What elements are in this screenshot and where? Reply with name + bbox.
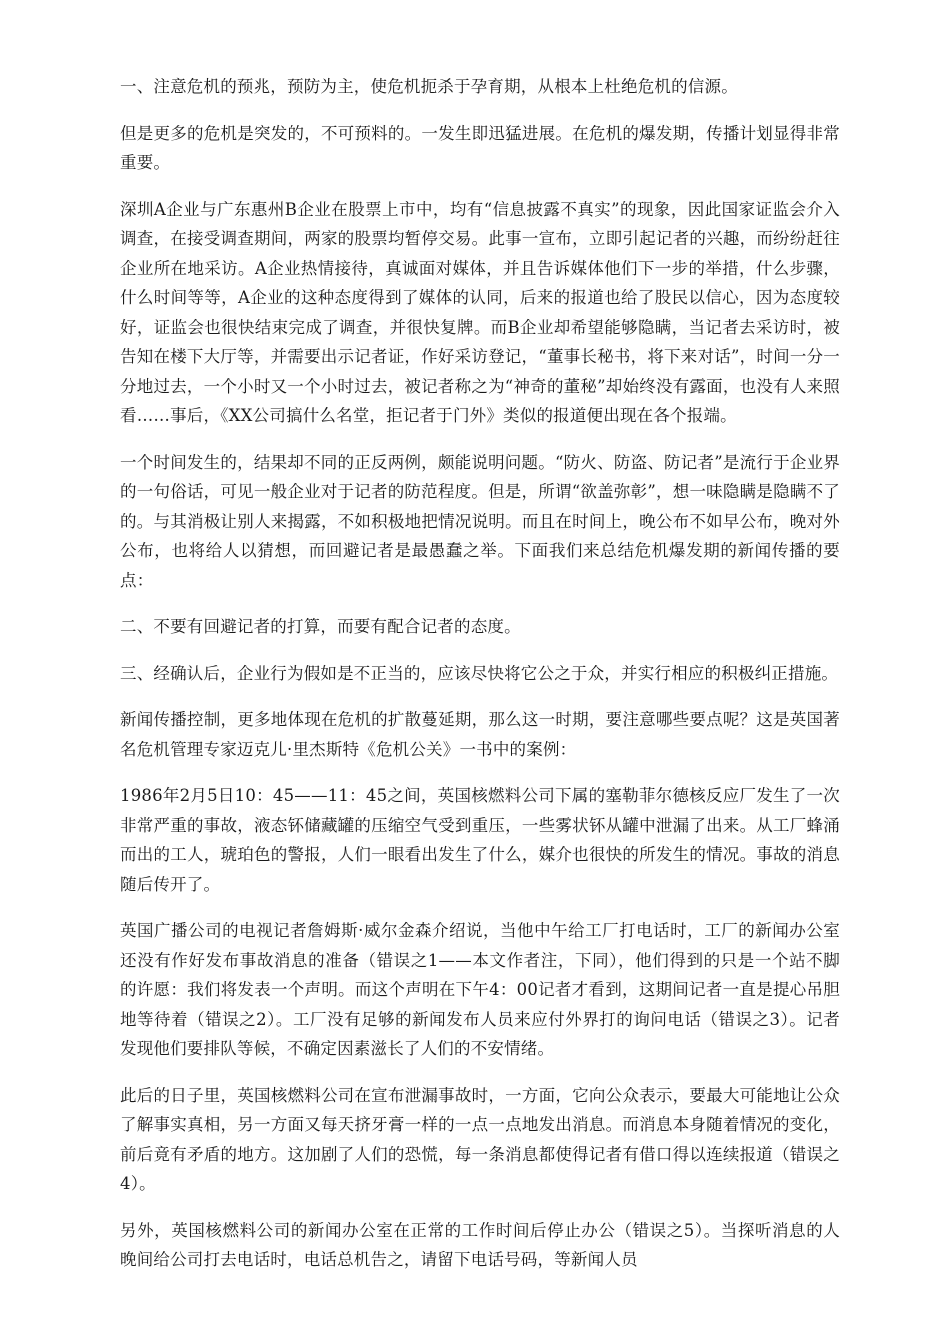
paragraph-2: 但是更多的危机是突发的，不可预料的。一发生即迅猛进展。在危机的爆发期，传播计划显得非常重要。 (120, 123, 840, 172)
paragraph-11: 另外，英国核燃料公司的新闻办公室在正常的工作时间后停止办公（错误之5）。当探听消息的人晚间给公司打去电话时，电话总机告之，请留下电话号码，等新闻人员 (120, 1220, 840, 1269)
paragraph-7: 新闻传播控制，更多地体现在危机的扩散蔓延期，那么这一时期，要注意哪些要点呢？这是英国著名危机管理专家迈克儿·里杰斯特《危机公关》一书中的案例： (120, 710, 840, 759)
paragraph-1: 一、注意危机的预兆，预防为主，使危机扼杀于孕育期，从根本上杜绝危机的信源。 (120, 77, 738, 96)
paragraph-8: 1986年2月5日10：45——11：45之间，英国核燃料公司下属的塞勒菲尔德核反应厂发生了一次非常严重的事故，液态钚储藏罐的压缩空气受到重压，一些雾状钚从罐中泄漏了出来。从工厂蜂涌而出的工人，琥珀色的警报，人们一眼看出发生了什么，媒介也很快的所发生的情况。事故的消息随后传开了。 (120, 786, 840, 894)
paragraph-9: 英国广播公司的电视记者詹姆斯·威尔金森介绍说，当他中午给工厂打电话时，工厂的新闻办公室还没有作好发布事故消息的准备（错误之1——本文作者注，下同），他们得到的只是一个站不脚的许愿：我们将发表一个声明。而这个声明在下午4：00记者才看到，这期间记者一直是提心吊胆地等待着（错误之2）。工厂没有足够的新闻发布人员来应付外界打的询问电话（错误之3）。记者发现他们要排队等候，不确定因素滋长了人们的不安情绪。 (120, 921, 840, 1058)
paragraph-3: 深圳A企业与广东惠州B企业在股票上市中，均有“信息披露不真实”的现象，因此国家证监会介入调查，在接受调查期间，两家的股票均暂停交易。此事一宣布，立即引起记者的兴趣，而纷纷赶往企业所在地采访。A企业热情接待，真诚面对媒体，并且告诉媒体他们下一步的举措，什么步骤，什么时间等等，A企业的这种态度得到了媒体的认同，后来的报道也给了股民以信心，因为态度较好，证监会也很快结束完成了调查，并很快复牌。而B企业却希望能够隐瞒，当记者去采访时，被告知在楼下大厅等，并需要出示记者证，作好采访登记，“董事长秘书，将下来对话”，时间一分一分地过去，一个小时又一个小时过去，被记者称之为“神奇的董秘”却始终没有露面，也没有人来照看……事后，《XX公司搞什么名堂，拒记者于门外》类似的报道便出现在各个报端。 (120, 199, 840, 425)
document-body (120, 72, 840, 1292)
paragraph-6: 三、经确认后，企业行为假如是不正当的，应该尽快将它公之于众，并实行相应的积极纠正措施。 (120, 663, 839, 683)
paragraph-10: 此后的日子里，英国核燃料公司在宣布泄漏事故时，一方面，它向公众表示，要最大可能地让公众了解事实真相，另一方面又每天挤牙膏一样的一点一点地发出消息。而消息本身随着情况的变化，前后竟有矛盾的地方。这加剧了人们的恐慌，每一条消息都使得记者有借口得以连续报道（错误之4）。 (120, 1085, 840, 1193)
paragraph-4: 一个时间发生的，结果却不同的正反两例，颇能说明问题。“防火、防盗、防记者”是流行于企业界的一句俗话，可见一般企业对于记者的防范程度。但是，所谓“欲盖弥彰”，想一味隐瞒是隐瞒不了的。与其消极让别人来揭露，不如积极地把情况说明。而且在时间上，晚公布不如早公布，晚对外公布，也将给人以猜想，而回避记者是最愚蠢之举。下面我们来总结危机爆发期的新闻传播的要点： (120, 452, 840, 590)
paragraph-5: 二、不要有回避记者的打算，而要有配合记者的态度。 (120, 617, 521, 636)
